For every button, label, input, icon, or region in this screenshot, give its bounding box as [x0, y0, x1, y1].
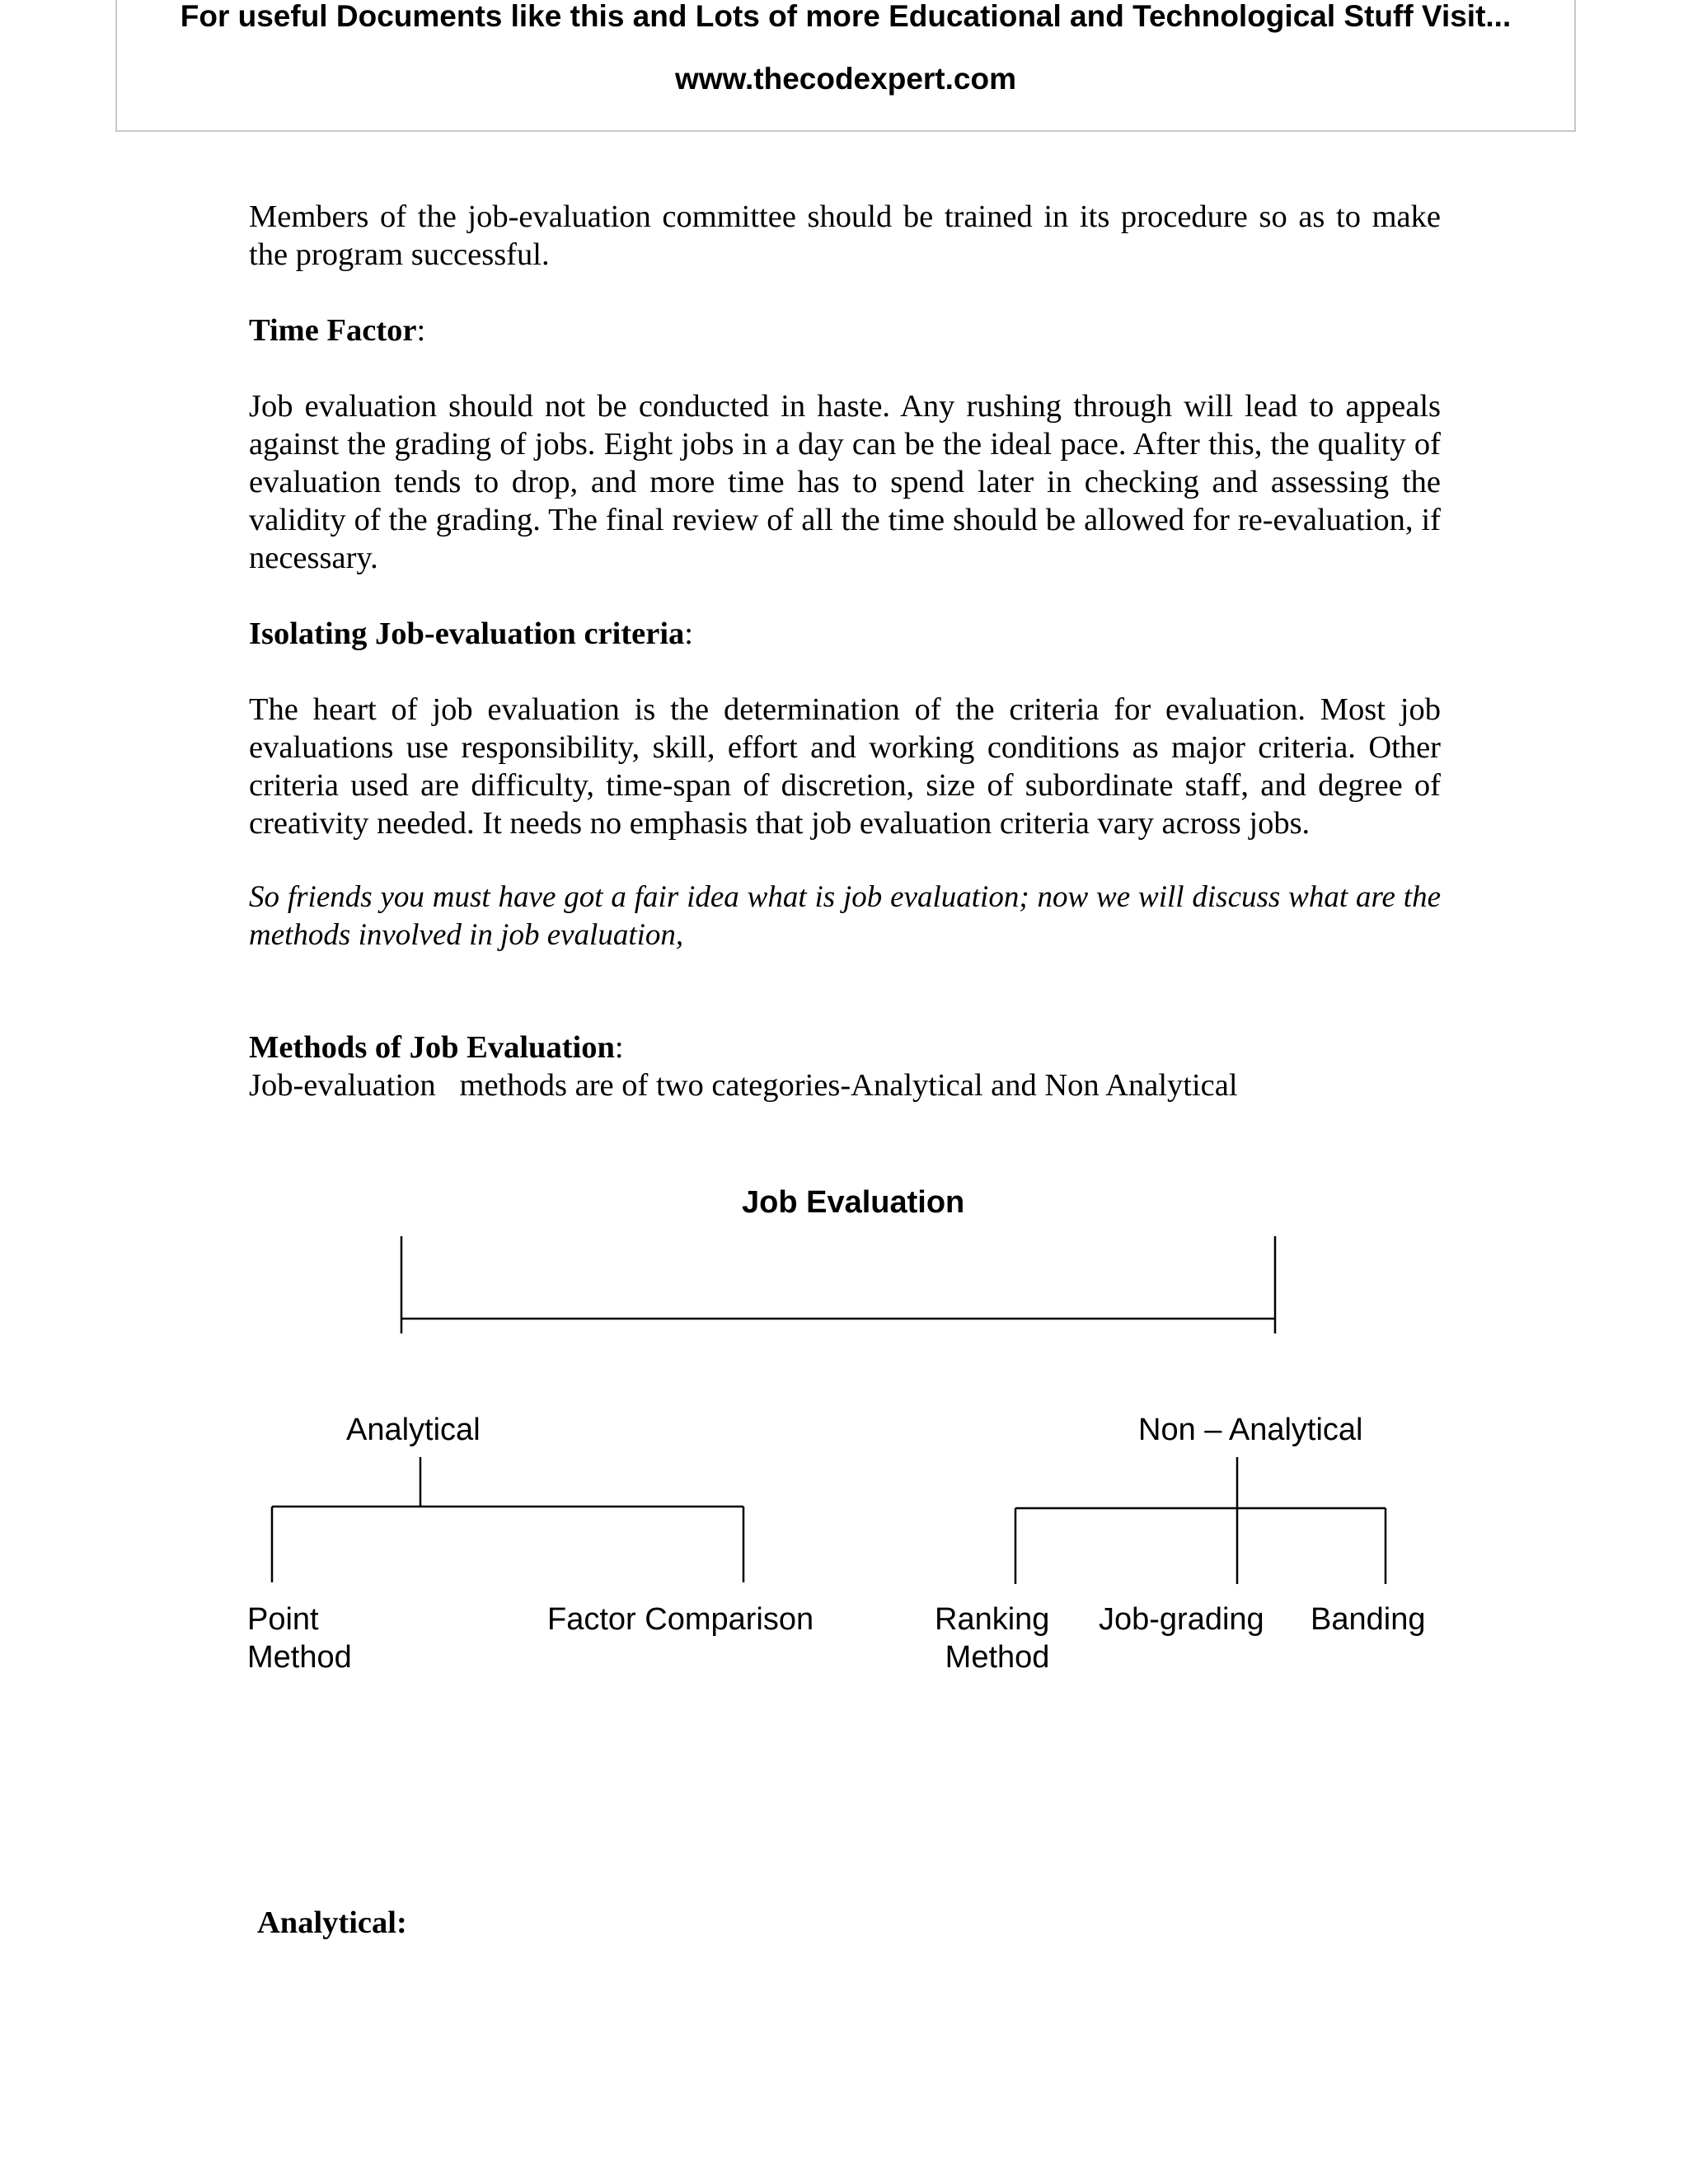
methods-title: Methods of Job Evaluation	[249, 1030, 615, 1065]
italic-note: So friends you must have got a fair idea what is job evaluation; now we will discuss what are the methods involved in job evaluation,	[249, 880, 1441, 952]
time-factor-colon: :	[416, 313, 426, 348]
diagram-leaf-job-grading: Job-grading	[1099, 1602, 1264, 1637]
diagram-leaf-factor-comparison: Factor Comparison	[547, 1602, 814, 1637]
diagram-branch-analytical: Analytical	[346, 1413, 481, 1447]
diagram-root-label: Job Evaluation	[742, 1185, 965, 1220]
diagram-leaf-point-method: Point Method	[247, 1602, 352, 1675]
criteria-title: Isolating Job-evaluation criteria	[249, 616, 685, 651]
criteria-body: The heart of job evaluation is the determination of the criteria for evaluation. Most job evaluations use responsibility, skill, effort and working conditions as major criteria. Other criteria used are difficulty, time-span of discretion, size of subordinate staff, and degree of creativity needed. It needs no emphasis that job evaluation criteria vary across jobs.	[249, 692, 1441, 841]
intro-paragraph: Members of the job-evaluation committee should be trained in its procedure so as to make the program successful.	[249, 199, 1441, 272]
methods-body: Job-evaluation methods are of two categories-Analytical and Non Analytical	[249, 1068, 1238, 1103]
promo-banner-url[interactable]: www.thecodexpert.com	[675, 62, 1016, 96]
diagram-branch-non-analytical: Non – Analytical	[1138, 1413, 1363, 1447]
time-factor-title: Time Factor	[249, 313, 417, 348]
diagram-leaf-ranking-method: Ranking Method	[935, 1602, 1050, 1675]
criteria-colon: :	[684, 616, 693, 651]
methods-colon: :	[614, 1030, 624, 1065]
diagram-leaf-banding: Banding	[1311, 1602, 1426, 1637]
time-factor-body: Job evaluation should not be conducted in haste. Any rushing through will lead to appeals against the grading of jobs. Eight jobs in a day can be the ideal pace. After this, the quality of evaluation tends to drop, and more time has to spend later in checking and assessing the validity of the grading. The final review of all the time should be allowed for re-evaluation, if necessary.	[249, 389, 1441, 575]
promo-banner-text: For useful Documents like this and Lots of more Educational and Technological Stuff Visit...	[180, 0, 1512, 33]
analytical-heading	[257, 1904, 407, 1942]
analytical-heading-text: Analytical:	[257, 1905, 407, 1940]
